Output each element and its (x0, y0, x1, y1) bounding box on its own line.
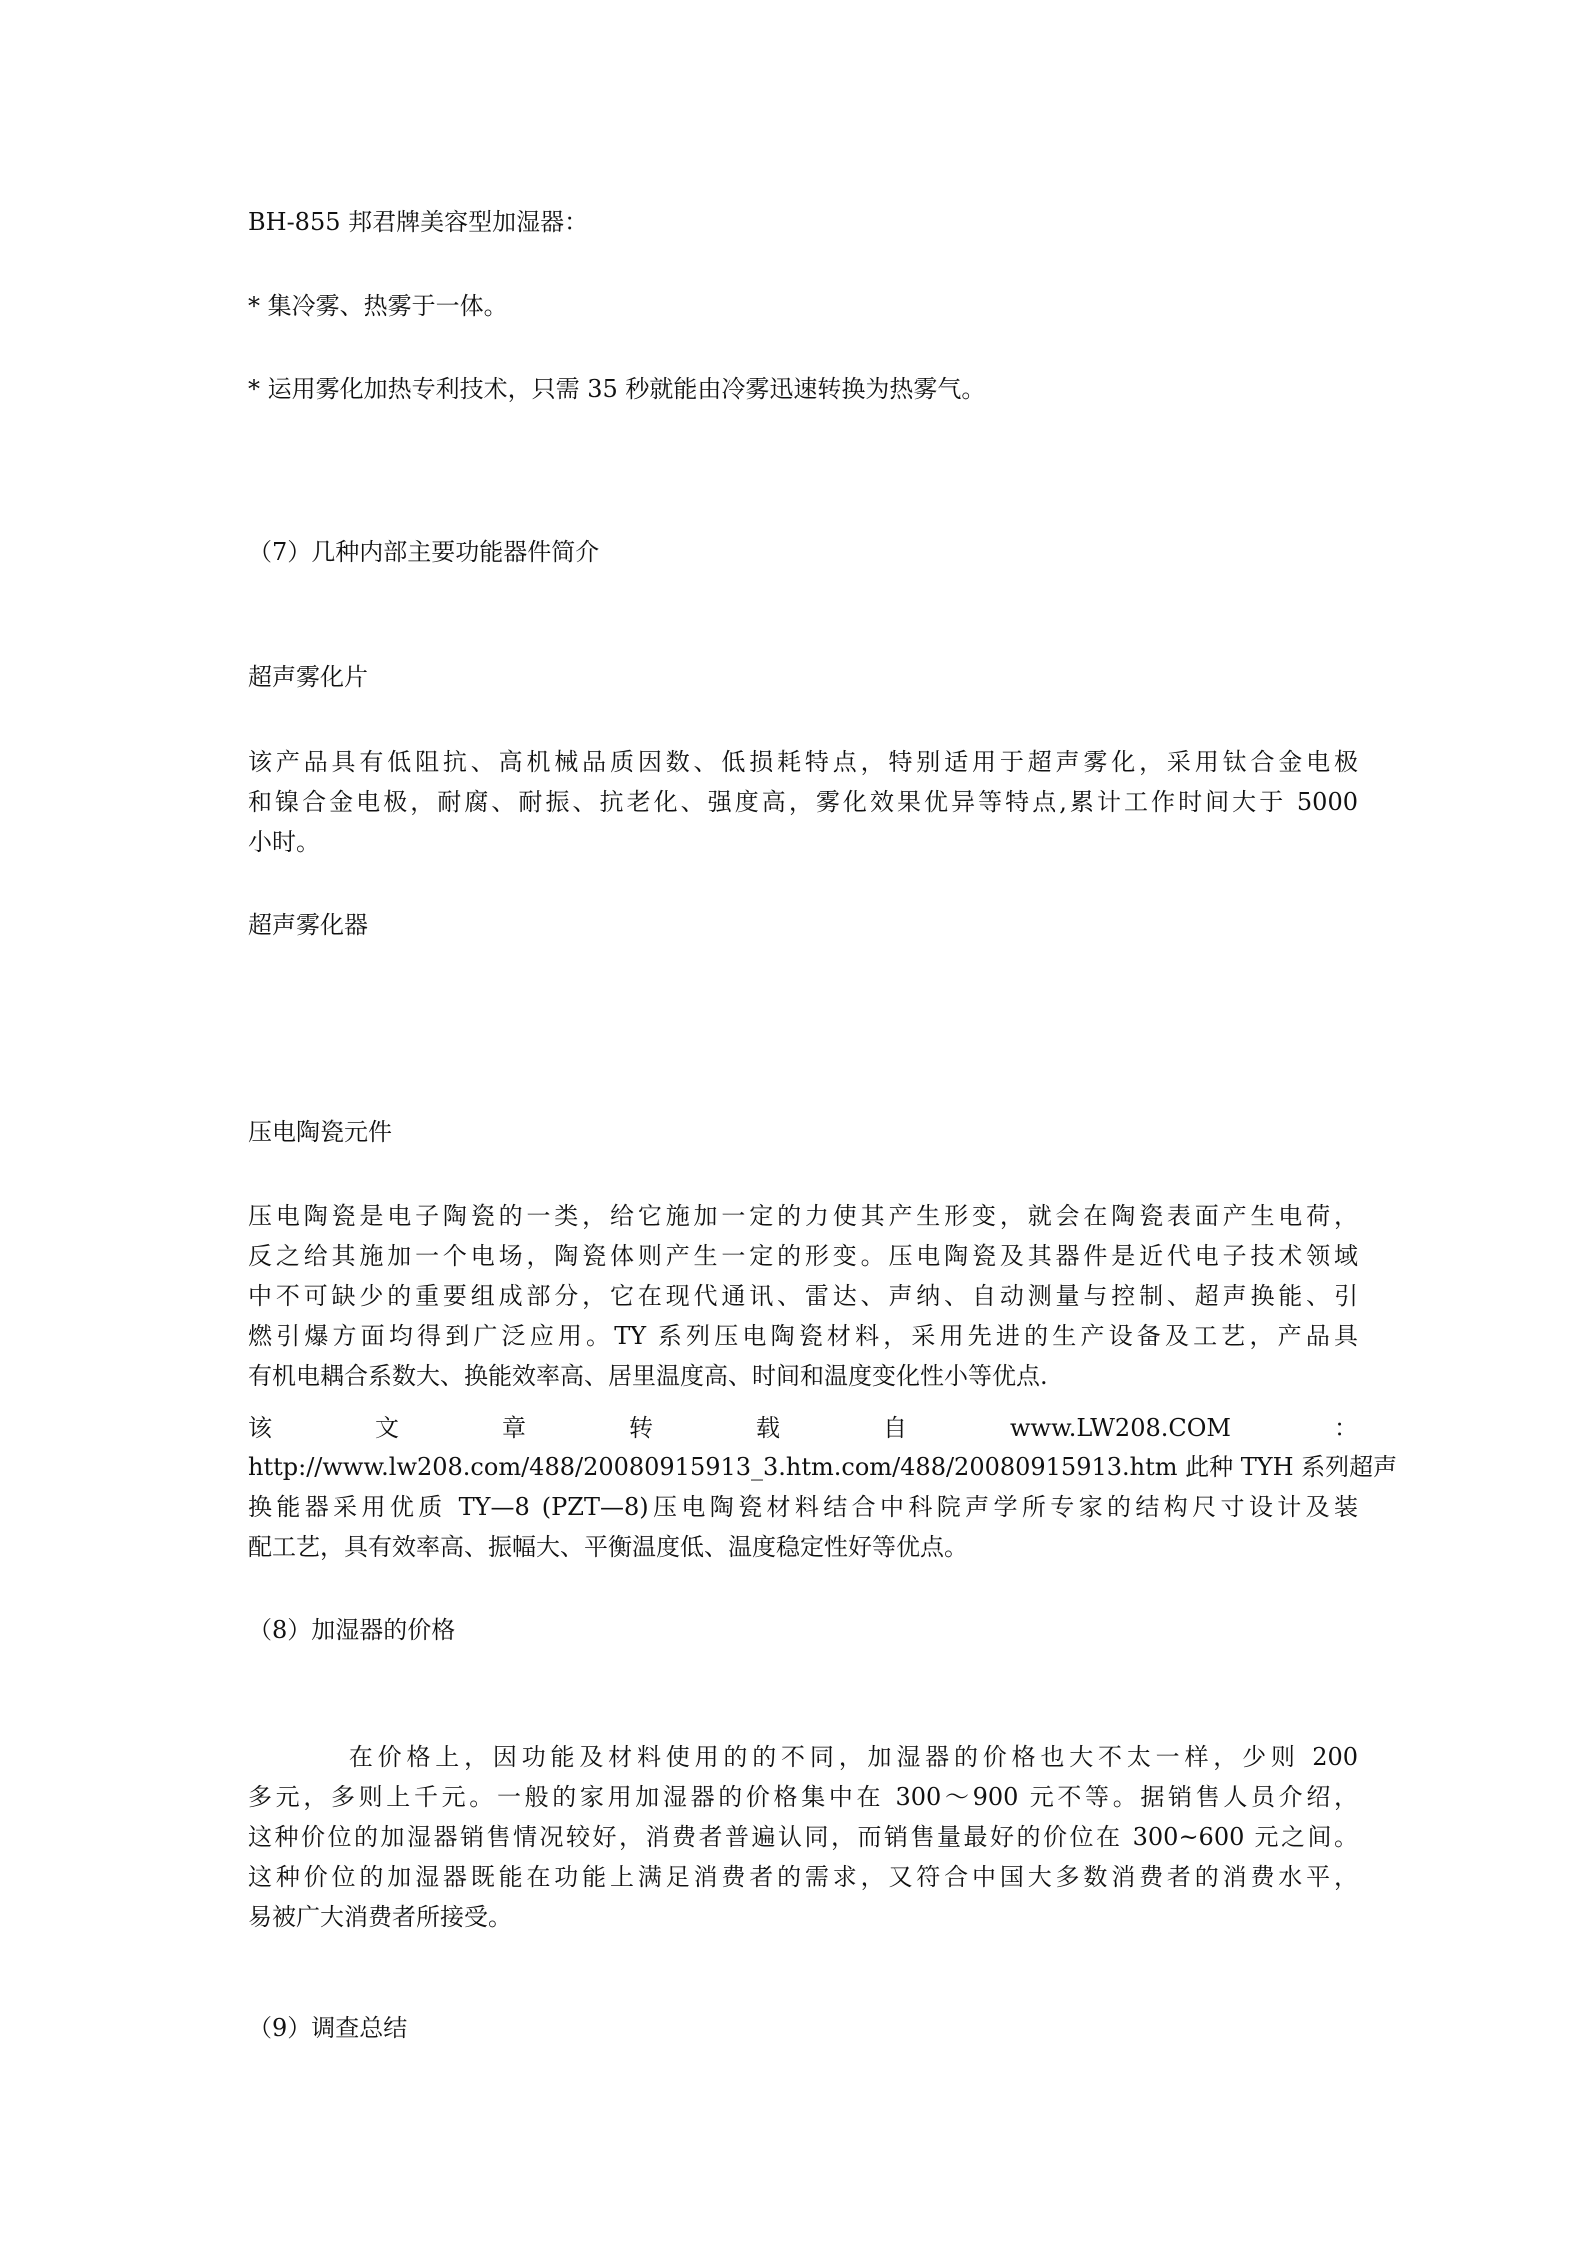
ultrasonic-chip-title: 超声雾化片 (248, 663, 368, 691)
paragraph-line: 有机电耦合系数大、换能效率高、居里温度高、时间和温度变化性小等优点. (248, 1362, 1048, 1390)
bullet-item: * 集冷雾、热雾于一体。 (248, 292, 508, 320)
spread-word: 自 (883, 1414, 907, 1442)
price-paragraph (248, 1737, 1358, 1937)
paragraph-line: 配工艺，具有效率高、振幅大、平衡温度低、温度稳定性好等优点。 (248, 1533, 968, 1561)
paragraph-line: 多元，多则上千元。一般的家用加湿器的价格集中在 300～900 元不等。据销售人员介绍， (248, 1783, 1358, 1811)
atomizer-title: 超声雾化器 (248, 911, 368, 939)
spread-word: 文 (375, 1414, 399, 1442)
spread-word: 该 (248, 1414, 272, 1442)
paragraph-line: 该产品具有低阻抗、高机械品质因数、低损耗特点，特别适用于超声雾化，采用钛合金电极 (248, 748, 1358, 776)
section-9-heading: （9）调查总结 (248, 2014, 408, 2042)
paragraph-line: 和镍合金电极，耐腐、耐振、抗老化、强度高，雾化效果优异等特点,累计工作时间大于 5000 (248, 788, 1358, 816)
piezo-title: 压电陶瓷元件 (248, 1118, 392, 1146)
paragraph-line: 这种价位的加湿器既能在功能上满足消费者的需求，又符合中国大多数消费者的消费水平， (248, 1863, 1358, 1891)
section-7-heading: （7）几种内部主要功能器件简介 (248, 538, 600, 566)
paragraph-line: 易被广大消费者所接受。 (248, 1903, 512, 1931)
paragraph-line: 小时。 (248, 828, 320, 856)
section-8-heading: （8）加湿器的价格 (248, 1616, 456, 1644)
paragraph-line: http://www.lw208.com/488/20080915913_3.htm.com/488/20080915913.htm 此种 TYH 系列超声 (248, 1453, 1398, 1481)
paragraph-line: 这种价位的加湿器销售情况较好，消费者普遍认同，而销售量最好的价位在 300~600 元之间。 (248, 1823, 1358, 1851)
spread-word: ： (1333, 1414, 1358, 1442)
paragraph-line: 燃引爆方面均得到广泛应用。TY 系列压电陶瓷材料，采用先进的生产设备及工艺，产品具 (248, 1322, 1358, 1350)
spread-word: 载 (756, 1414, 780, 1442)
spread-word: 转 (629, 1414, 653, 1442)
product-heading: BH-855 邦君牌美容型加湿器： (248, 208, 589, 236)
paragraph-line: 在价格上，因功能及材料使用的的不同，加湿器的价格也大不太一样，少则 200 (344, 1743, 1358, 1771)
spread-word: 章 (502, 1414, 526, 1442)
paragraph-line: 中不可缺少的重要组成部分，它在现代通讯、雷达、声纳、自动测量与控制、超声换能、引 (248, 1282, 1358, 1310)
bullet-item: * 运用雾化加热专利技术，只需 35 秒就能由冷雾迅速转换为热雾气。 (248, 375, 986, 403)
source-note-paragraph (248, 1447, 1398, 1567)
paragraph-line: 反之给其施加一个电场，陶瓷体则产生一定的形变。压电陶瓷及其器件是近代电子技术领域 (248, 1242, 1358, 1270)
paragraph-line: 换能器采用优质 TY—8 (PZT—8)压电陶瓷材料结合中科院声学所专家的结构尺寸设计及装 (248, 1493, 1358, 1521)
piezo-paragraph (248, 1196, 1358, 1396)
source-note-spread-line (248, 1413, 1358, 1443)
paragraph-line: 压电陶瓷是电子陶瓷的一类，给它施加一定的力使其产生形变，就会在陶瓷表面产生电荷， (248, 1202, 1358, 1230)
ultrasonic-chip-paragraph (248, 742, 1358, 862)
source-site: www.LW208.COM (1010, 1414, 1231, 1442)
